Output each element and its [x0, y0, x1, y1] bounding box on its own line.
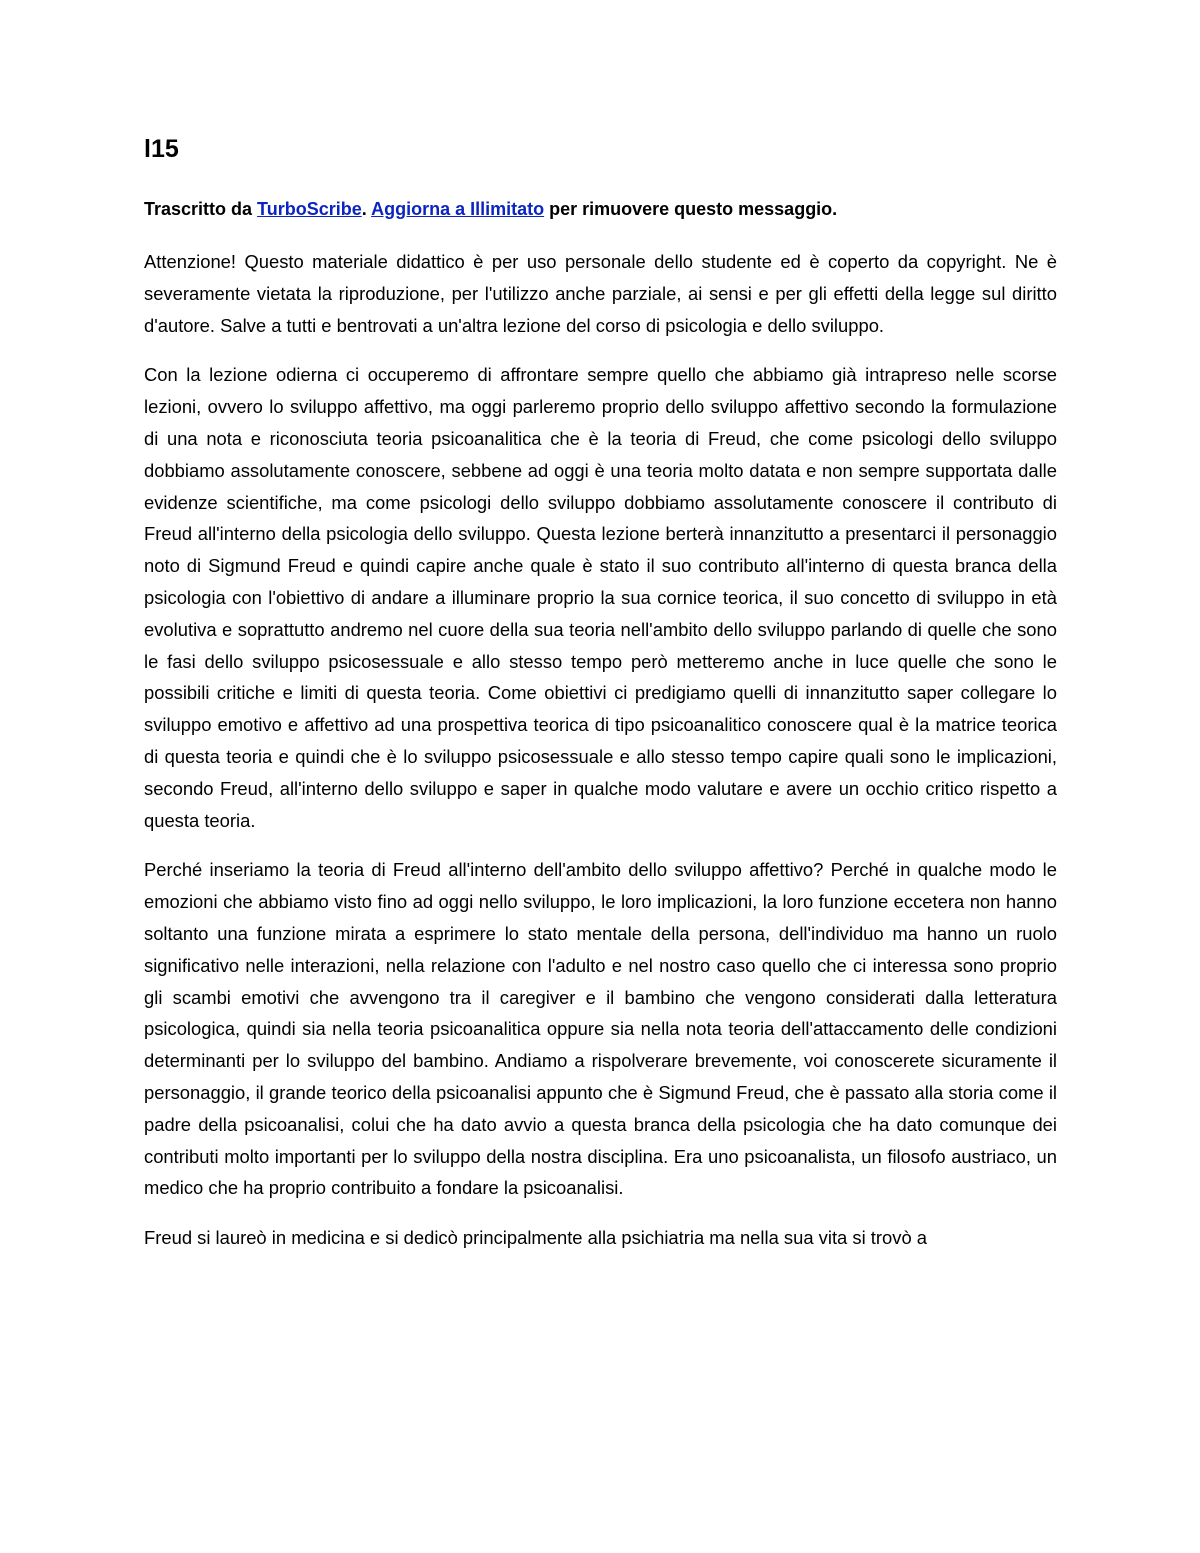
banner-prefix: Trascritto da [144, 199, 258, 219]
upgrade-link[interactable]: Aggiorna a Illimitato [371, 199, 545, 219]
banner-separator: . [361, 199, 372, 219]
paragraph-3: Perché inseriamo la teoria di Freud all'interno dell'ambito dello sviluppo affettivo? Perché in qualche modo le emozioni che abbiamo visto fino ad oggi nello sviluppo, le loro implicazioni, la loro funzione eccetera non hanno soltanto una funzione mirata a esprimere lo stato mentale della persona, dell'individuo ma hanno un ruolo significativo nelle interazioni, nella relazione con l'adulto e nel nostro caso quello che ci interessa sono proprio gli scambi emotivi che avvengono tra il caregiver e il bambino che vengono considerati dalla letteratura psicologica, quindi sia nella teoria psicoanalitica oppure sia nella nota teoria dell'attaccamento delle condizioni determinanti per lo sviluppo del bambino. Andiamo a rispolverare brevemente, voi conoscerete sicuramente il personaggio, il grande teorico della psicoanalisi appunto che è Sigmund Freud, che è passato alla storia come il padre della psicoanalisi, colui che ha dato avvio a questa branca della psicologia che ha dato comunque dei contributi molto importanti per lo sviluppo della nostra disciplina. Era uno psicoanalista, un filosofo austriaco, un medico che ha proprio contribuito a fondare la psicoanalisi. [144, 859, 1057, 1199]
document-content [144, 130, 1057, 1272]
paragraph-1: Attenzione! Questo materiale didattico è per uso personale dello studente ed è coperto da copyright. Ne è severamente vietata la riproduzione, per l'utilizzo anche parziale, ai sensi e per gli effetti della legge sul diritto d'autore. Salve a tutti e bentrovati a un'altra lezione del corso di psicologia e dello sviluppo. [144, 251, 1057, 336]
turboscribe-link[interactable]: TurboScribe [257, 199, 362, 219]
paragraph-4: Freud si laureò in medicina e si dedicò principalmente alla psichiatria ma nella sua vita si trovò a [144, 1227, 928, 1249]
paragraph-2: Con la lezione odierna ci occuperemo di affrontare sempre quello che abbiamo già intrapreso nelle scorse lezioni, ovvero lo sviluppo affettivo, ma oggi parleremo proprio dello sviluppo affettivo secondo la formulazione di una nota e riconosciuta teoria psicoanalitica che è la teoria di Freud, che come psicologi dello sviluppo dobbiamo assolutamente conoscere, sebbene ad oggi è una teoria molto datata e non sempre supportata dalle evidenze scientifiche, ma come psicologi dello sviluppo dobbiamo assolutamente conoscere il contributo di Freud all'interno della psicologia dello sviluppo. Questa lezione berterà innanzitutto a presentarci il personaggio noto di Sigmund Freud e quindi capire anche quale è stato il suo contributo all'interno di questa branca della psicologia con l'obiettivo di andare a illuminare proprio la sua cornice teorica, il suo concetto di sviluppo in età evolutiva e soprattutto andremo nel cuore della sua teoria nell'ambito dello sviluppo parlando di quelle che sono le fasi dello sviluppo psicosessuale e allo stesso tempo però metteremo anche in luce quelle che sono le possibili critiche e limiti di questa teoria. Come obiettivi ci predigiamo quelli di innanzitutto saper collegare lo sviluppo emotivo e affettivo ad una prospettiva teorica di tipo psicoanalitico conoscere qual è la matrice teorica di questa teoria e quindi che è lo sviluppo psicosessuale e allo stesso tempo capire quali sono le implicazioni, secondo Freud, all'interno dello sviluppo e saper in qualche modo valutare e avere un occhio critico rispetto a questa teoria. [144, 364, 1057, 831]
banner-suffix: per rimuovere questo messaggio. [544, 199, 838, 219]
transcription-banner [144, 194, 1057, 224]
page-title: l15 [144, 135, 179, 163]
